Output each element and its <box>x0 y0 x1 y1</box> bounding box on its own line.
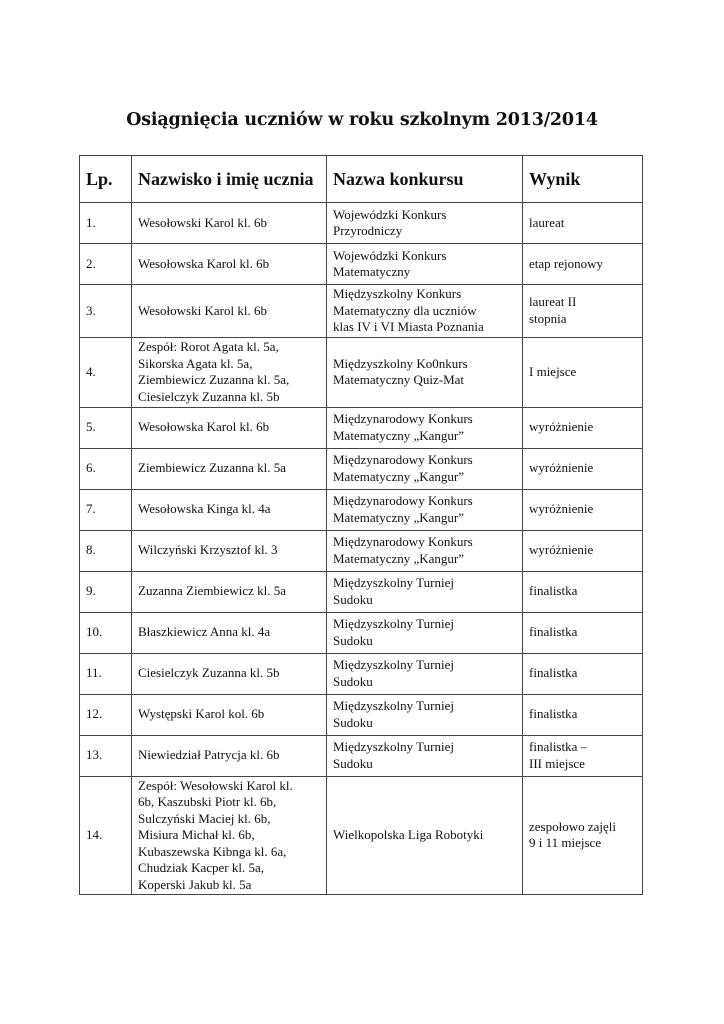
cell-name: Wesołowska Karol kl. 6b <box>132 244 327 285</box>
cell-lp: 5. <box>80 407 132 448</box>
header-name: Nazwisko i imię ucznia <box>132 156 327 203</box>
header-result: Wynik <box>523 156 643 203</box>
table-row <box>80 694 643 735</box>
cell-result: wyróżnienie <box>523 489 643 530</box>
table-row <box>80 337 643 407</box>
cell-lp: 2. <box>80 244 132 285</box>
cell-contest: Międzynarodowy Konkurs Matematyczny „Kangur” <box>327 489 523 530</box>
cell-result: finalistka – III miejsce <box>523 735 643 776</box>
cell-contest: Międzyszkolny Turniej Sudoku <box>327 694 523 735</box>
cell-lp: 7. <box>80 489 132 530</box>
cell-result: finalistka <box>523 694 643 735</box>
cell-lp: 11. <box>80 653 132 694</box>
achievements-table <box>79 155 643 895</box>
table-row <box>80 776 643 895</box>
cell-contest: Międzynarodowy Konkurs Matematyczny „Kangur” <box>327 448 523 489</box>
cell-contest: Wielkopolska Liga Robotyki <box>327 776 523 895</box>
cell-contest: Międzyszkolny Konkurs Matematyczny dla uczniów klas IV i VI Miasta Poznania <box>327 285 523 338</box>
cell-lp: 13. <box>80 735 132 776</box>
table-row <box>80 203 643 244</box>
table-header-row <box>80 156 643 203</box>
cell-result: wyróżnienie <box>523 530 643 571</box>
table-row <box>80 244 643 285</box>
table-row <box>80 489 643 530</box>
cell-contest: Międzyszkolny Ko0nkurs Matematyczny Quiz-Mat <box>327 337 523 407</box>
cell-lp: 12. <box>80 694 132 735</box>
cell-name: Występski Karol kol. 6b <box>132 694 327 735</box>
cell-result: wyróżnienie <box>523 407 643 448</box>
cell-name: Wesołowski Karol kl. 6b <box>132 285 327 338</box>
cell-lp: 14. <box>80 776 132 895</box>
table-row <box>80 612 643 653</box>
header-contest: Nazwa konkursu <box>327 156 523 203</box>
cell-result: zespołowo zajęli 9 i 11 miejsce <box>523 776 643 895</box>
cell-name: Błaszkiewicz Anna kl. 4a <box>132 612 327 653</box>
cell-contest: Międzynarodowy Konkurs Matematyczny „Kangur” <box>327 407 523 448</box>
cell-result: laureat II stopnia <box>523 285 643 338</box>
cell-contest: Międzyszkolny Turniej Sudoku <box>327 571 523 612</box>
table-row <box>80 530 643 571</box>
cell-lp: 8. <box>80 530 132 571</box>
cell-name: Wilczyński Krzysztof kl. 3 <box>132 530 327 571</box>
cell-contest: Międzyszkolny Turniej Sudoku <box>327 735 523 776</box>
cell-result: finalistka <box>523 653 643 694</box>
cell-name: Zespół: Wesołowski Karol kl. 6b, Kaszubski Piotr kl. 6b, Sulczyński Maciej kl. 6b, Misiura Michał kl. 6b, Kubaszewska Kibnga kl. 6a, Chudziak Kacper kl. 5a, Koperski Jakub kl. 5a <box>132 776 327 895</box>
cell-contest: Międzyszkolny Turniej Sudoku <box>327 612 523 653</box>
table-row <box>80 448 643 489</box>
cell-lp: 9. <box>80 571 132 612</box>
cell-lp: 10. <box>80 612 132 653</box>
cell-contest: Międzyszkolny Turniej Sudoku <box>327 653 523 694</box>
cell-result: I miejsce <box>523 337 643 407</box>
cell-name: Wesołowska Karol kl. 6b <box>132 407 327 448</box>
table-row <box>80 653 643 694</box>
cell-contest: Wojewódzki Konkurs Matematyczny <box>327 244 523 285</box>
cell-contest: Wojewódzki Konkurs Przyrodniczy <box>327 203 523 244</box>
cell-name: Zuzanna Ziembiewicz kl. 5a <box>132 571 327 612</box>
cell-name: Wesołowski Karol kl. 6b <box>132 203 327 244</box>
cell-result: wyróżnienie <box>523 448 643 489</box>
cell-result: laureat <box>523 203 643 244</box>
cell-name: Niewiedział Patrycja kl. 6b <box>132 735 327 776</box>
cell-name: Ziembiewicz Zuzanna kl. 5a <box>132 448 327 489</box>
cell-result: finalistka <box>523 571 643 612</box>
table-row <box>80 735 643 776</box>
cell-contest: Międzynarodowy Konkurs Matematyczny „Kangur” <box>327 530 523 571</box>
table-row <box>80 571 643 612</box>
cell-result: finalistka <box>523 612 643 653</box>
cell-lp: 1. <box>80 203 132 244</box>
cell-lp: 4. <box>80 337 132 407</box>
cell-lp: 6. <box>80 448 132 489</box>
cell-lp: 3. <box>80 285 132 338</box>
cell-name: Ciesielczyk Zuzanna kl. 5b <box>132 653 327 694</box>
table-row <box>80 407 643 448</box>
cell-name: Wesołowska Kinga kl. 4a <box>132 489 327 530</box>
table-row <box>80 285 643 338</box>
cell-result: etap rejonowy <box>523 244 643 285</box>
header-lp: Lp. <box>80 156 132 203</box>
document-title: Osiągnięcia uczniów w roku szkolnym 2013/2014 <box>126 110 598 130</box>
cell-name: Zespół: Rorot Agata kl. 5a, Sikorska Agata kl. 5a, Ziembiewicz Zuzanna kl. 5a, Ciesielczyk Zuzanna kl. 5b <box>132 337 327 407</box>
